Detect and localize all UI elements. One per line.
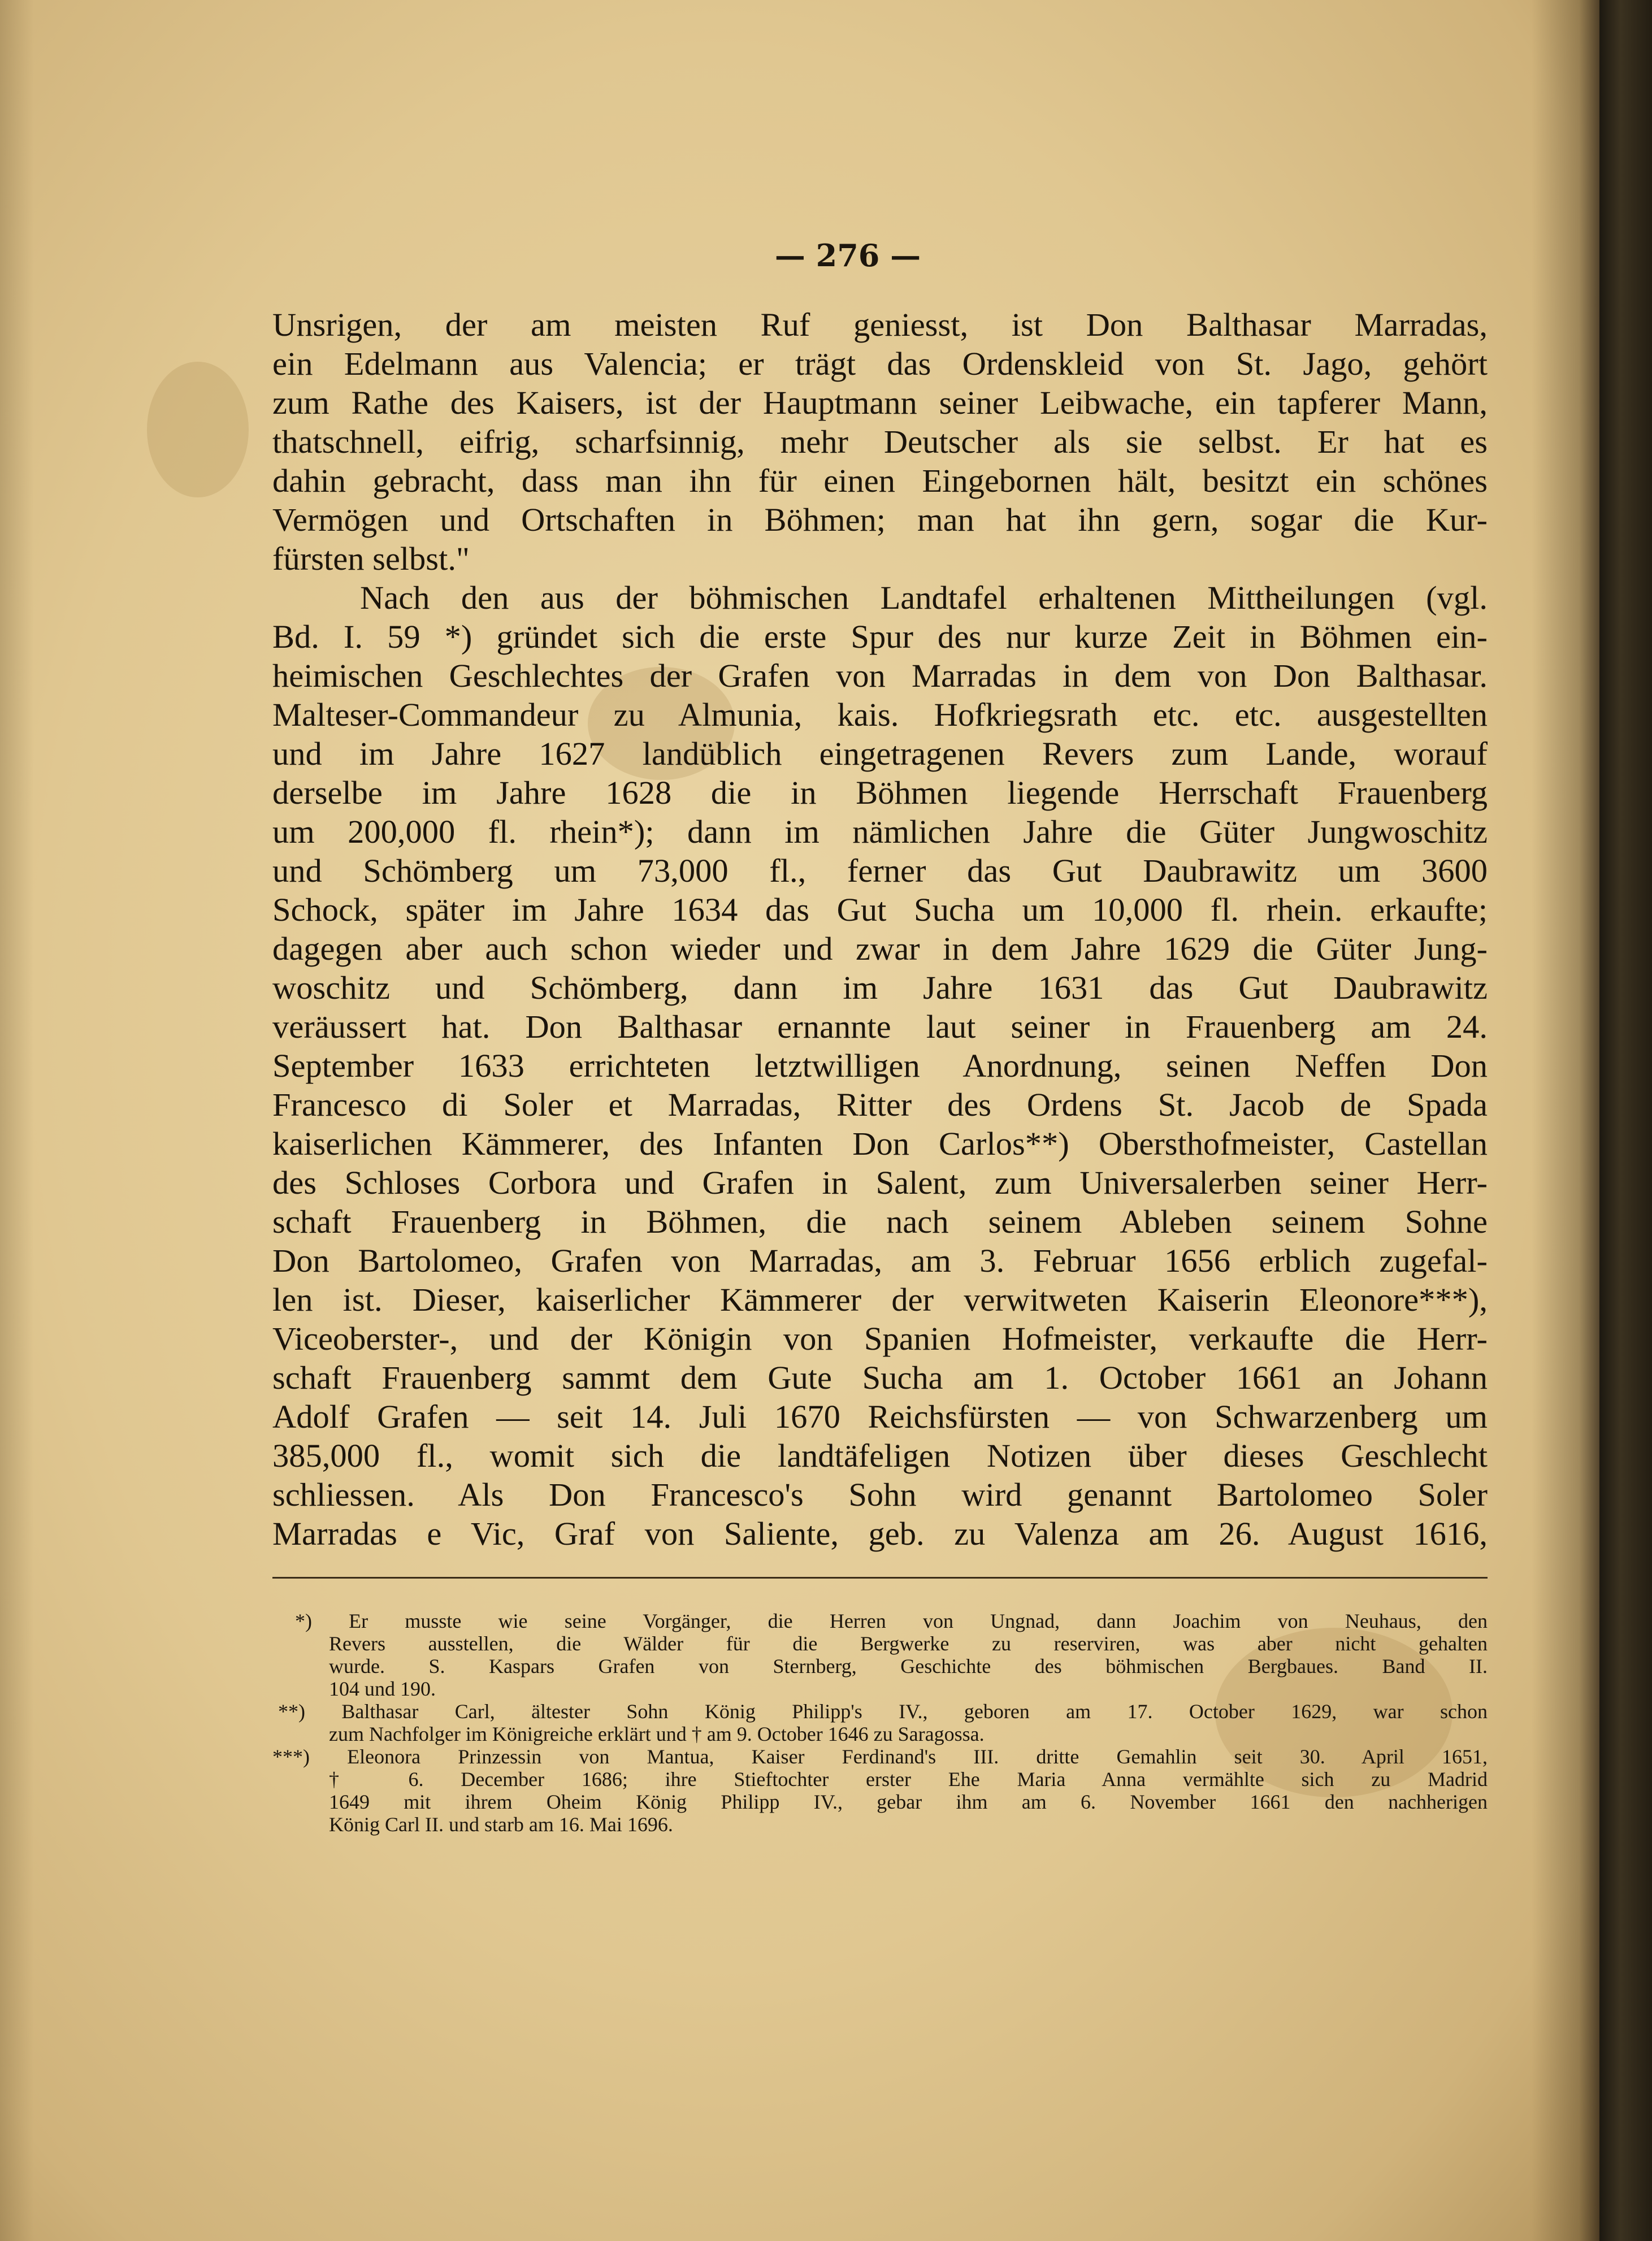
text-line: Viceoberster-, und der Königin von Spanien Hofmeister, verkaufte die Herr- — [272, 1320, 1488, 1357]
text-line: Bd. I. 59 *) gründet sich die erste Spur des nur kurze Zeit in Böhmen ein- — [272, 618, 1488, 655]
footnote-line: † 6. December 1686; ihre Stieftochter erster Ehe Maria Anna vermählte sich zu Madrid — [329, 1768, 1488, 1791]
text-line: zum Rathe des Kaisers, ist der Hauptmann seiner Leibwache, ein tapferer Mann, — [272, 384, 1488, 421]
text-line: heimischen Geschlechtes der Grafen von Marradas in dem von Don Balthasar. — [272, 657, 1488, 694]
text-line: schaft Frauenberg in Böhmen, die nach seinem Ableben seinem Sohne — [272, 1203, 1488, 1240]
main-text — [272, 305, 1488, 1553]
footnote-line: wurde. S. Kaspars Grafen von Sternberg, Geschichte des böhmischen Bergbaues. Band II. — [329, 1655, 1488, 1678]
footnote-line: *) Er musste wie seine Vorgänger, die Herren von Ungnad, dann Joachim von Neuhaus, den — [295, 1610, 1488, 1632]
text-line: veräussert hat. Don Balthasar ernannte laut seiner in Frauenberg am 24. — [272, 1008, 1488, 1045]
footnote-line: 1649 mit ihrem Oheim König Philipp IV., gebar ihm am 6. November 1661 den nachherigen — [329, 1791, 1488, 1813]
book-gutter — [1599, 0, 1652, 2241]
text-line: dagegen aber auch schon wieder und zwar in dem Jahre 1629 die Güter Jung- — [272, 930, 1488, 967]
text-line: fürsten selbst." — [272, 540, 470, 577]
text-line: Schock, später im Jahre 1634 das Gut Sucha um 10,000 fl. rhein. erkaufte; — [272, 891, 1488, 928]
footnote-line: **) Balthasar Carl, ältester Sohn König Philipp's IV., geboren am 17. October 1629, war schon — [278, 1700, 1488, 1723]
footnote-separator — [272, 1577, 1488, 1579]
text-line: 385,000 fl., womit sich die landtäfeligen Notizen über dieses Geschlecht — [272, 1437, 1488, 1474]
text-line: um 200,000 fl. rhein*); dann im nämlichen Jahre die Güter Jungwoschitz — [272, 813, 1488, 850]
paper-stain — [147, 362, 249, 497]
text-line: Adolf Grafen — seit 14. Juli 1670 Reichsfürsten — von Schwarzenberg um — [272, 1398, 1488, 1435]
left-edge-shading — [0, 0, 34, 2241]
text-line: ein Edelmann aus Valencia; er trägt das Ordenskleid von St. Jago, gehört — [272, 345, 1488, 382]
text-line: dahin gebracht, dass man ihn für einen Eingebornen hält, besitzt ein schönes — [272, 462, 1488, 499]
text-line: schliessen. Als Don Francesco's Sohn wird genannt Bartolomeo Soler — [272, 1476, 1488, 1513]
text-line: woschitz und Schömberg, dann im Jahre 1631 das Gut Daubrawitz — [272, 969, 1488, 1006]
footnote-line: 104 und 190. — [329, 1678, 436, 1700]
footnotes — [272, 1610, 1488, 1836]
text-line: derselbe im Jahre 1628 die in Böhmen liegende Herrschaft Frauenberg — [272, 774, 1488, 811]
text-line: und im Jahre 1627 landüblich eingetragenen Revers zum Lande, worauf — [272, 735, 1488, 772]
footnote-line: König Carl II. und starb am 16. Mai 1696. — [329, 1813, 673, 1836]
text-line: Vermögen und Ortschaften in Böhmen; man hat ihn gern, sogar die Kur- — [272, 501, 1488, 538]
text-line: schaft Frauenberg sammt dem Gute Sucha am 1. October 1661 an Johann — [272, 1359, 1488, 1396]
text-line: September 1633 errichteten letztwilligen Anordnung, seinen Neffen Don — [272, 1047, 1488, 1084]
text-line: Don Bartolomeo, Grafen von Marradas, am 3. Februar 1656 erblich zugefal- — [272, 1242, 1488, 1279]
text-line: Marradas e Vic, Graf von Saliente, geb. zu Valenza am 26. August 1616, — [272, 1515, 1488, 1552]
footnote-line: Revers ausstellen, die Wälder für die Bergwerke zu reserviren, was aber nicht gehalten — [329, 1632, 1488, 1655]
text-line: Unsrigen, der am meisten Ruf geniesst, ist Don Balthasar Marradas, — [272, 306, 1488, 343]
text-line: Nach den aus der böhmischen Landtafel erhaltenen Mittheilungen (vgl. — [360, 579, 1488, 616]
text-line: kaiserlichen Kämmerer, des Infanten Don Carlos**) Obersthofmeister, Castellan — [272, 1125, 1488, 1162]
text-line: len ist. Dieser, kaiserlicher Kämmerer der verwitweten Kaiserin Eleonore***), — [272, 1281, 1488, 1318]
page-number: — 276 — — [774, 237, 921, 274]
text-line: Malteser-Commandeur zu Almunia, kais. Hofkriegsrath etc. etc. ausgestellten — [272, 696, 1488, 733]
text-line: und Schömberg um 73,000 fl., ferner das Gut Daubrawitz um 3600 — [272, 852, 1488, 889]
footnote-line: zum Nachfolger im Königreiche erklärt und † am 9. October 1646 zu Saragossa. — [329, 1723, 985, 1745]
text-line: Francesco di Soler et Marradas, Ritter des Ordens St. Jacob de Spada — [272, 1086, 1488, 1123]
footnote-line: ***) Eleonora Prinzessin von Mantua, Kaiser Ferdinand's III. dritte Gemahlin seit 30. April 1651, — [272, 1745, 1488, 1768]
text-line: des Schloses Corbora und Grafen in Salent, zum Universalerben seiner Herr- — [272, 1164, 1488, 1201]
binding-shadow — [1532, 0, 1599, 2241]
text-line: thatschnell, eifrig, scharfsinnig, mehr Deutscher als sie selbst. Er hat es — [272, 423, 1488, 460]
